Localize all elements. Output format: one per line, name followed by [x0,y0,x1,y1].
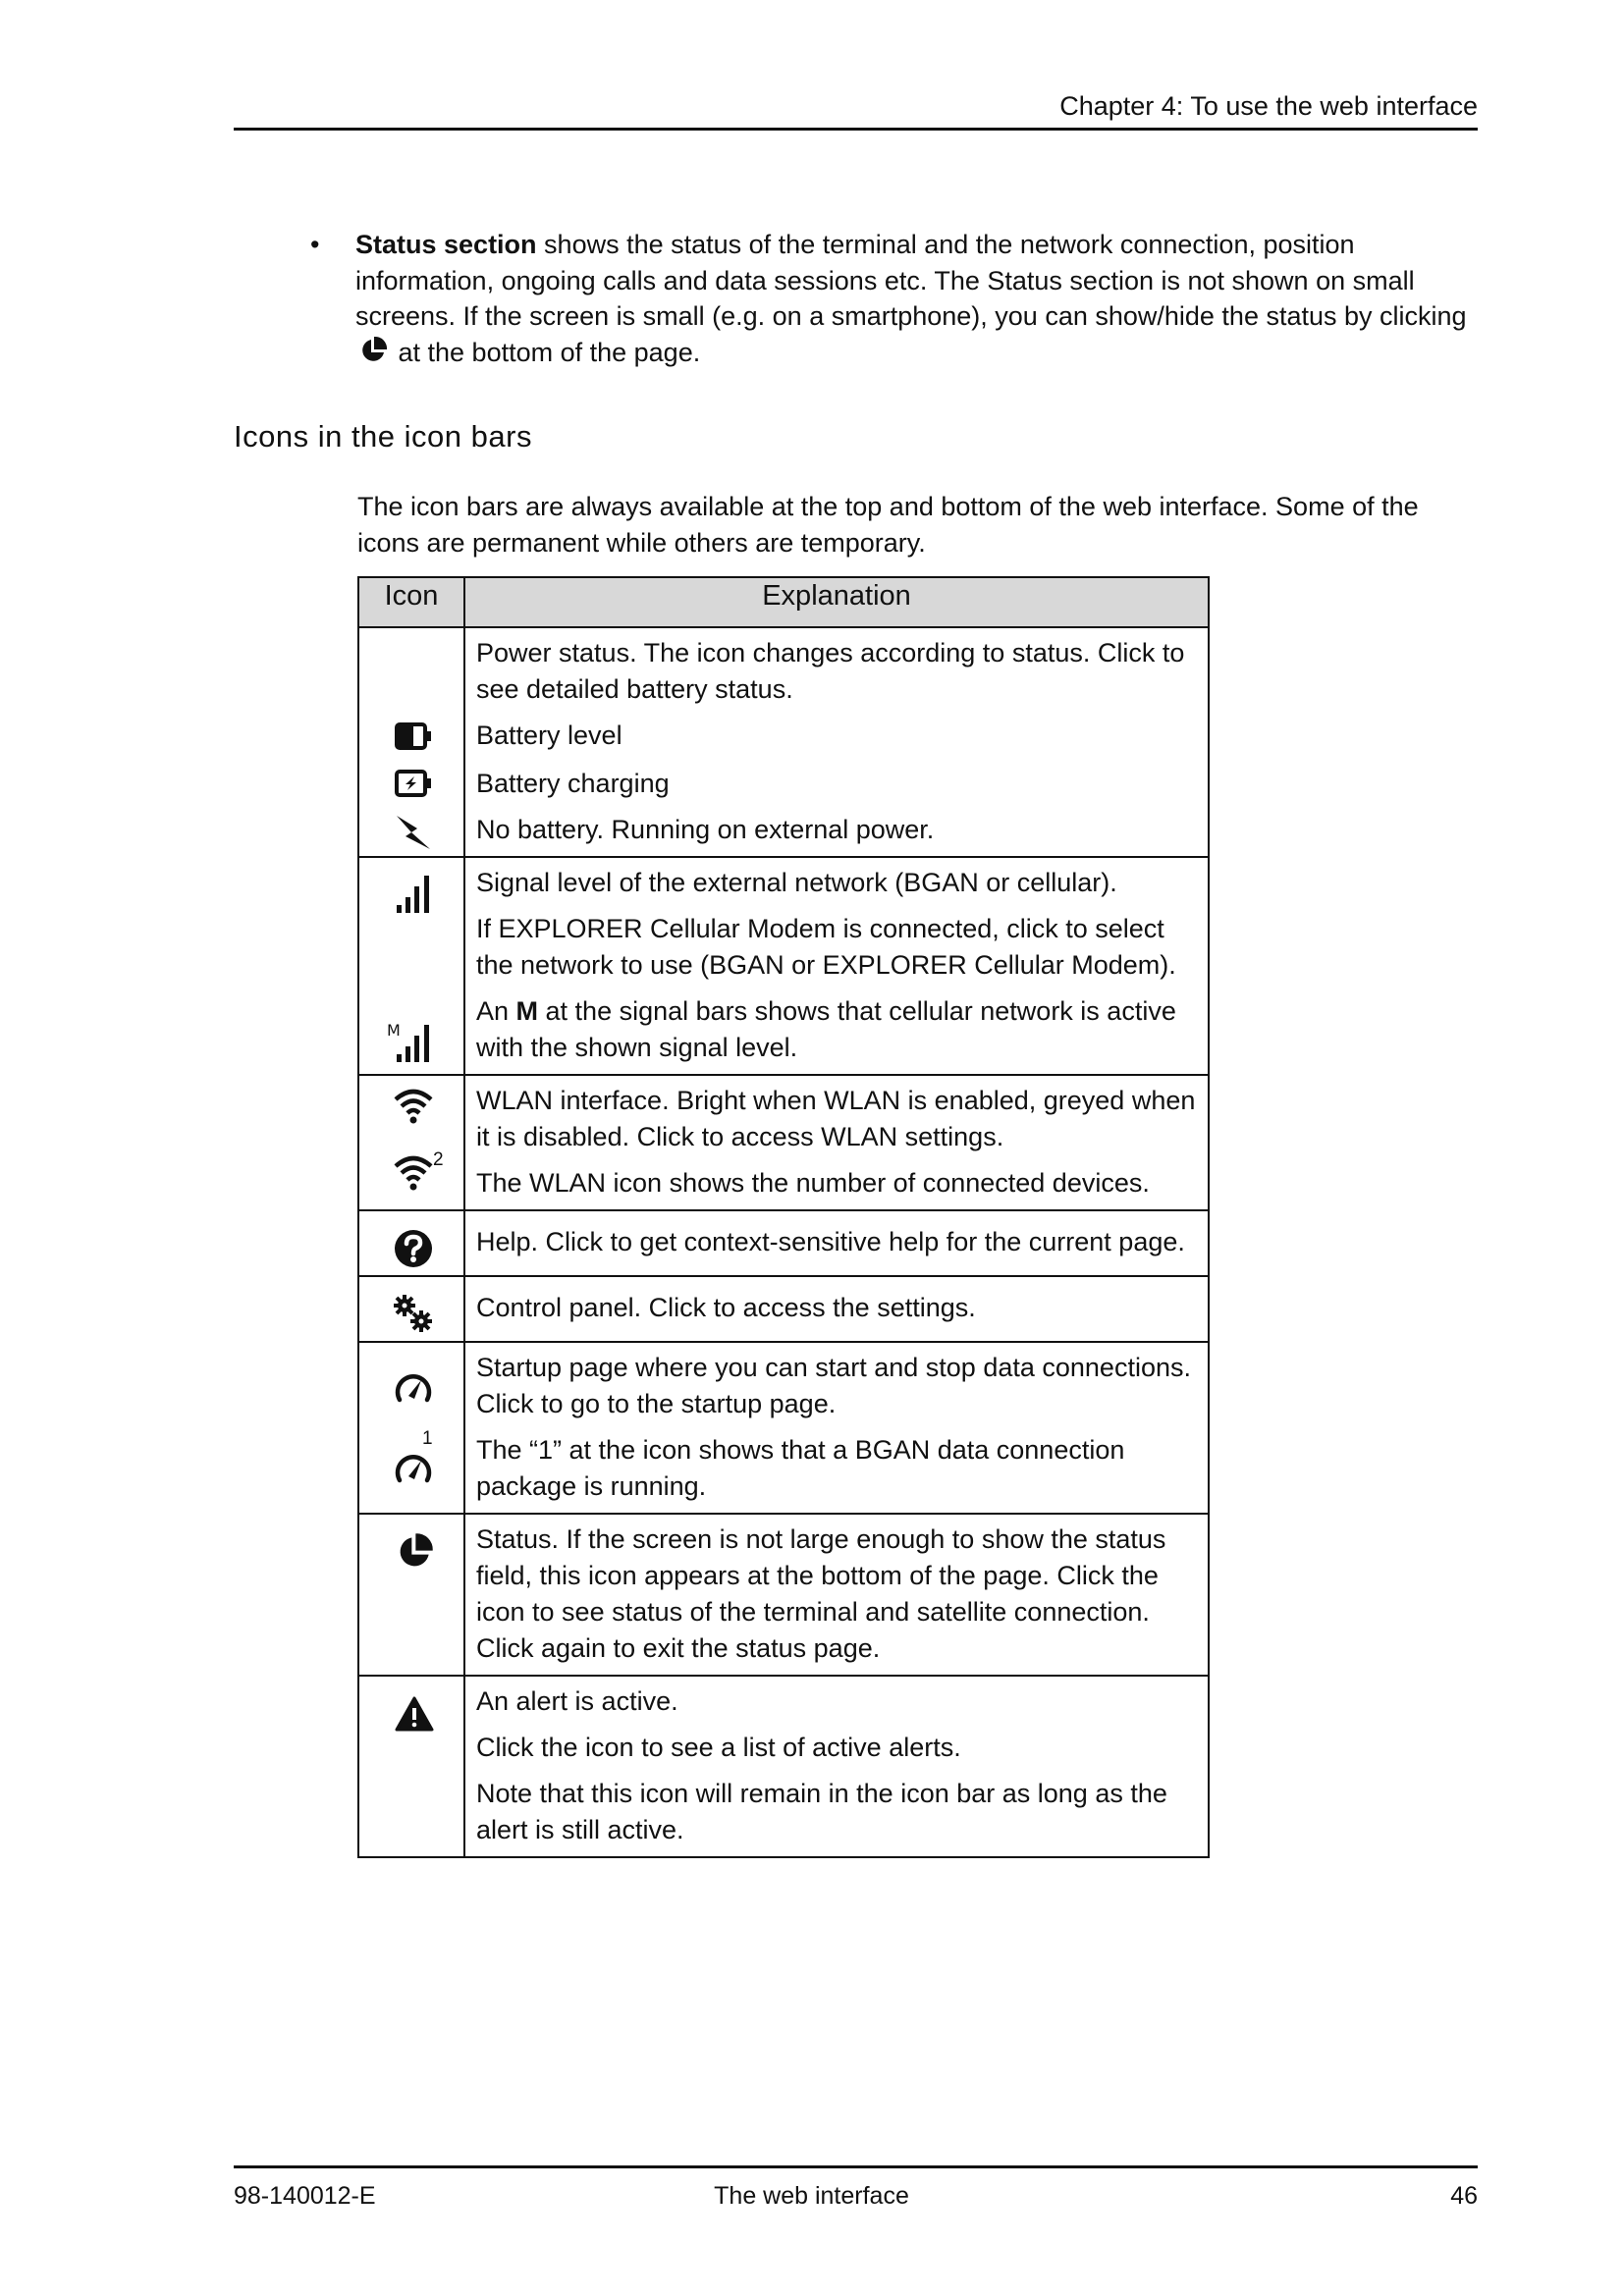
footer-page-number: 46 [1450,2182,1478,2210]
status-description: Status. If the screen is not large enough to show the status field, this icon appears at the bottom of the page. Click the icon to see status of the terminal and satellite connection. Click again to exit the status page. [476,1524,1166,1663]
table-row-power [358,627,1209,857]
icon-table [357,576,1210,1858]
signal-m-text-after: at the signal bars shows that cellular network is active with the shown signal level. [476,996,1176,1062]
alert-explanation [464,1676,1209,1857]
signal-m-bold: M [515,996,539,1026]
wlan-icon [393,1086,434,1125]
external-power-icon [394,813,433,852]
power-explanation [464,627,1209,857]
startup-package-text: The “1” at the icon shows that a BGAN data connection package is running. [476,1435,1125,1501]
power-icons-cell [358,627,464,857]
battery-charging-icon [394,769,433,798]
table-row-startup [358,1342,1209,1514]
status-pie-icon [358,336,388,375]
wlan-icons-cell [358,1075,464,1210]
wlan-devices-text: The WLAN icon shows the number of connected devices. [476,1168,1150,1198]
startup-gauge-active-icon [391,1449,436,1484]
table-row-alert [358,1676,1209,1857]
signal-bars-icon [395,874,434,915]
battery-charging-text: Battery charging [476,769,670,798]
startup-explanation [464,1342,1209,1514]
footer-doc-number: 98-140012-E [234,2182,376,2210]
table-row-signal [358,857,1209,1075]
startup-icons-cell [358,1342,464,1514]
startup-description: Startup page where you can start and stop data connections. Click to go to the startup page. [476,1353,1191,1418]
table-row-help [358,1210,1209,1276]
signal-explanation [464,857,1209,1075]
bullet-text-end: at the bottom of the page. [391,337,701,367]
control-panel-description: Control panel. Click to access the settings. [476,1293,976,1322]
status-pie-icon [395,1532,434,1572]
startup-gauge-icon [391,1368,436,1404]
wlan-connected-devices-icon [393,1152,434,1192]
data-connection-count: 1 [422,1428,433,1449]
table-header-row [358,577,1209,627]
help-icon [394,1229,433,1268]
alert-warning-icon [395,1696,434,1732]
no-battery-text: No battery. Running on external power. [476,815,935,844]
alert-click-text: Click the icon to see a list of active alerts. [476,1733,961,1762]
battery-level-icon [394,721,433,751]
status-icon-cell [358,1514,464,1676]
cellular-m-label: M [387,1021,401,1040]
alert-description: An alert is active. [476,1686,678,1716]
wlan-description: WLAN interface. Bright when WLAN is enabled, greyed when it is disabled. Click to access WLAN settings. [476,1086,1196,1151]
help-description: Help. Click to get context-sensitive help for the current page. [476,1227,1185,1256]
running-header: Chapter 4: To use the web interface [1059,91,1478,121]
help-icon-cell [358,1210,464,1276]
status-explanation [464,1514,1209,1676]
help-explanation [464,1210,1209,1276]
alert-note-text: Note that this icon will remain in the icon bar as long as the alert is still active. [476,1779,1167,1844]
signal-icons-cell [358,857,464,1075]
control-panel-icon-cell [358,1276,464,1342]
status-section-bullet [310,227,1485,374]
signal-m-text [476,993,1200,1066]
wlan-explanation [464,1075,1209,1210]
footer-section: The web interface [714,2182,909,2210]
control-panel-gear-icon [392,1293,435,1334]
table-row-status [358,1514,1209,1676]
alert-icon-cell [358,1676,464,1857]
footer-rule [234,2165,1478,2168]
control-panel-explanation [464,1276,1209,1342]
bullet-dot: • [310,230,320,259]
table-row-wlan [358,1075,1209,1210]
icon-column-header: Icon [358,577,464,627]
section-intro: The icon bars are always available at the top and bottom of the web interface. Some of the icons are permanent while others are temporary. [357,492,1419,558]
signal-modem-text: If EXPLORER Cellular Modem is connected, click to select the network to use (BGAN or EXPLORER Cellular Modem). [476,914,1176,980]
signal-m-text-before: An [476,996,516,1026]
battery-level-text: Battery level [476,721,622,750]
table-row-control-panel [358,1276,1209,1342]
cellular-signal-icon [395,1023,434,1064]
header-rule [234,128,1478,131]
bullet-bold-term: Status section [355,230,537,259]
section-title: Icons in the icon bars [234,419,532,454]
bullet-text: shows the status of the terminal and the network connection, position information, ongoing calls and data sessions etc. The Status section is not shown on small screens. If the screen is small (e.g. on a smartphone), you can show/hide the status by clicking [355,230,1467,331]
power-description: Power status. The icon changes according to status. Click to see detailed battery status. [476,638,1185,704]
wlan-device-count: 2 [433,1149,444,1170]
signal-description: Signal level of the external network (BGAN or cellular). [476,868,1117,897]
explanation-column-header: Explanation [464,577,1209,627]
